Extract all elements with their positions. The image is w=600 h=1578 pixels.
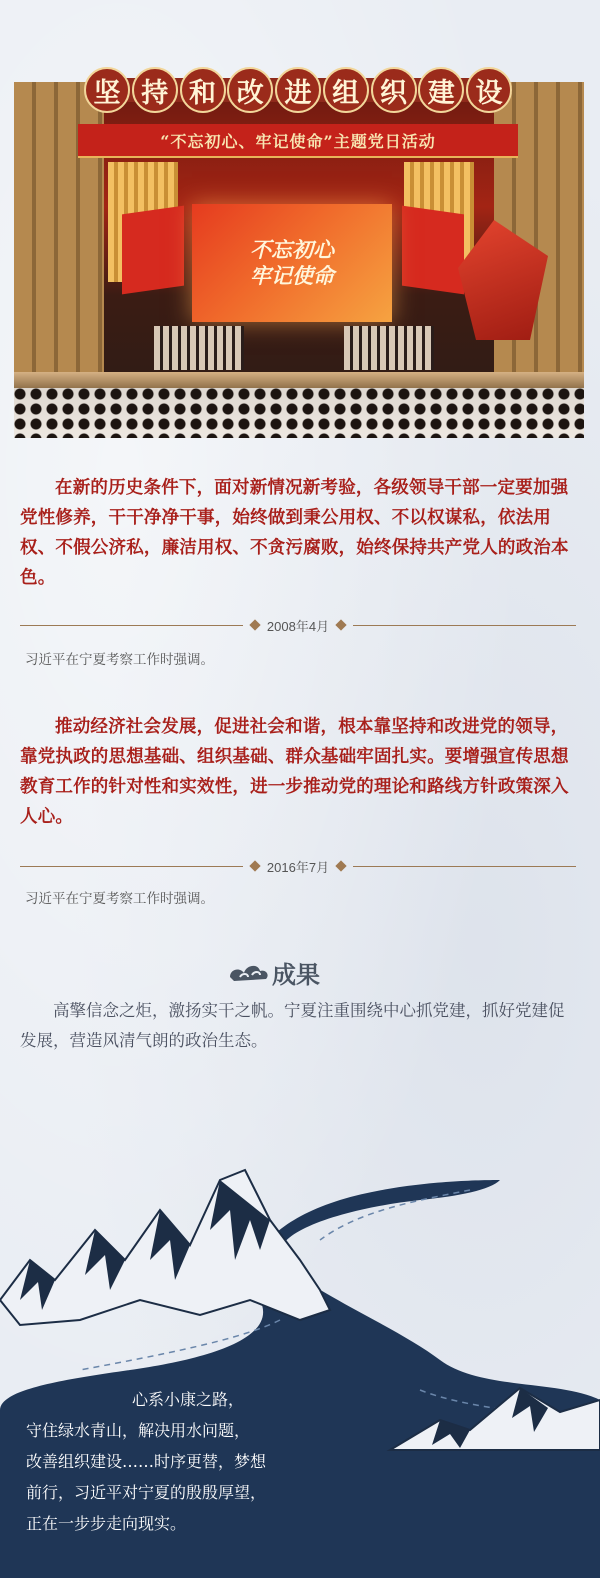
auspicious-cloud-icon	[228, 959, 270, 987]
closing-line: 守住绿水青山，解决用水问题，	[26, 1421, 251, 1440]
quote-date: 2016年7月	[266, 859, 330, 875]
title-char: 进	[275, 67, 321, 113]
choir-right	[344, 326, 434, 370]
quote-date: 2008年4月	[266, 618, 330, 634]
stage-banner	[78, 124, 518, 158]
stage-screen	[192, 204, 392, 322]
quote-source: 习近平在宁夏考察工作时强调。	[25, 891, 214, 906]
diamond-icon	[249, 860, 260, 871]
closing-line: 前行，习近平对宁夏的殷殷厚望，	[26, 1483, 267, 1502]
quote-source: 习近平在宁夏考察工作时强调。	[25, 652, 214, 667]
divider-line	[353, 866, 576, 867]
date-divider	[20, 856, 576, 876]
divider-line	[20, 625, 243, 626]
achievement-heading-text: 成果	[272, 960, 320, 989]
choir-left	[154, 326, 244, 370]
divider-line	[353, 625, 576, 626]
closing-line: 正在一步步走向现实。	[26, 1514, 187, 1533]
title-char: 改	[227, 67, 273, 113]
achievement-text: 高擎信念之炬，激扬实干之帆。宁夏注重围绕中心抓党建，抓好党建促发展，营造风清气朗的政治生态。	[20, 1001, 565, 1050]
diamond-icon	[249, 619, 260, 630]
quote-text: 在新的历史条件下，面对新情况新考验，各级领导干部一定要加强党性修养，干干净净干事，始终做到秉公用权、不以权谋私，依法用权、不假公济私，廉洁用权、不贪污腐败，始终保持共产党人的政治本色。	[20, 478, 569, 588]
title-char: 建	[418, 67, 464, 113]
hero-photo	[14, 82, 584, 438]
date-divider	[20, 615, 576, 635]
title-char: 织	[371, 67, 417, 113]
title-char: 持	[132, 67, 178, 113]
stage-banner-text: “不忘初心、牢记使命”主题党日活动	[160, 131, 436, 151]
screen-text-line-1: 不忘初心	[250, 237, 334, 262]
diamond-icon	[335, 860, 346, 871]
title-char: 设	[466, 67, 512, 113]
quote-text: 推动经济社会发展，促进社会和谐，根本靠坚持和改进党的领导，靠党执政的思想基础、组织基础、群众基础牢固扎实。要增强宣传思想教育工作的针对性和实效性，进一步推动党的理论和路线方针政策深入人心。	[20, 717, 569, 827]
closing-line: 心系小康之路，	[132, 1390, 245, 1409]
closing-text	[26, 1384, 366, 1539]
screen-text-line-2: 牢记使命	[250, 263, 334, 288]
party-flag-left	[122, 206, 184, 295]
mountain-range	[0, 1170, 330, 1325]
title-char: 组	[323, 67, 369, 113]
title-char: 坚	[84, 67, 130, 113]
section-title	[84, 66, 512, 114]
party-flag-right	[402, 206, 464, 295]
diamond-icon	[335, 619, 346, 630]
audience	[14, 388, 584, 438]
divider-line	[20, 866, 243, 867]
title-char: 和	[180, 67, 226, 113]
closing-line: 改善组织建设……时序更替，梦想	[26, 1452, 267, 1471]
achievement-heading	[228, 955, 320, 990]
